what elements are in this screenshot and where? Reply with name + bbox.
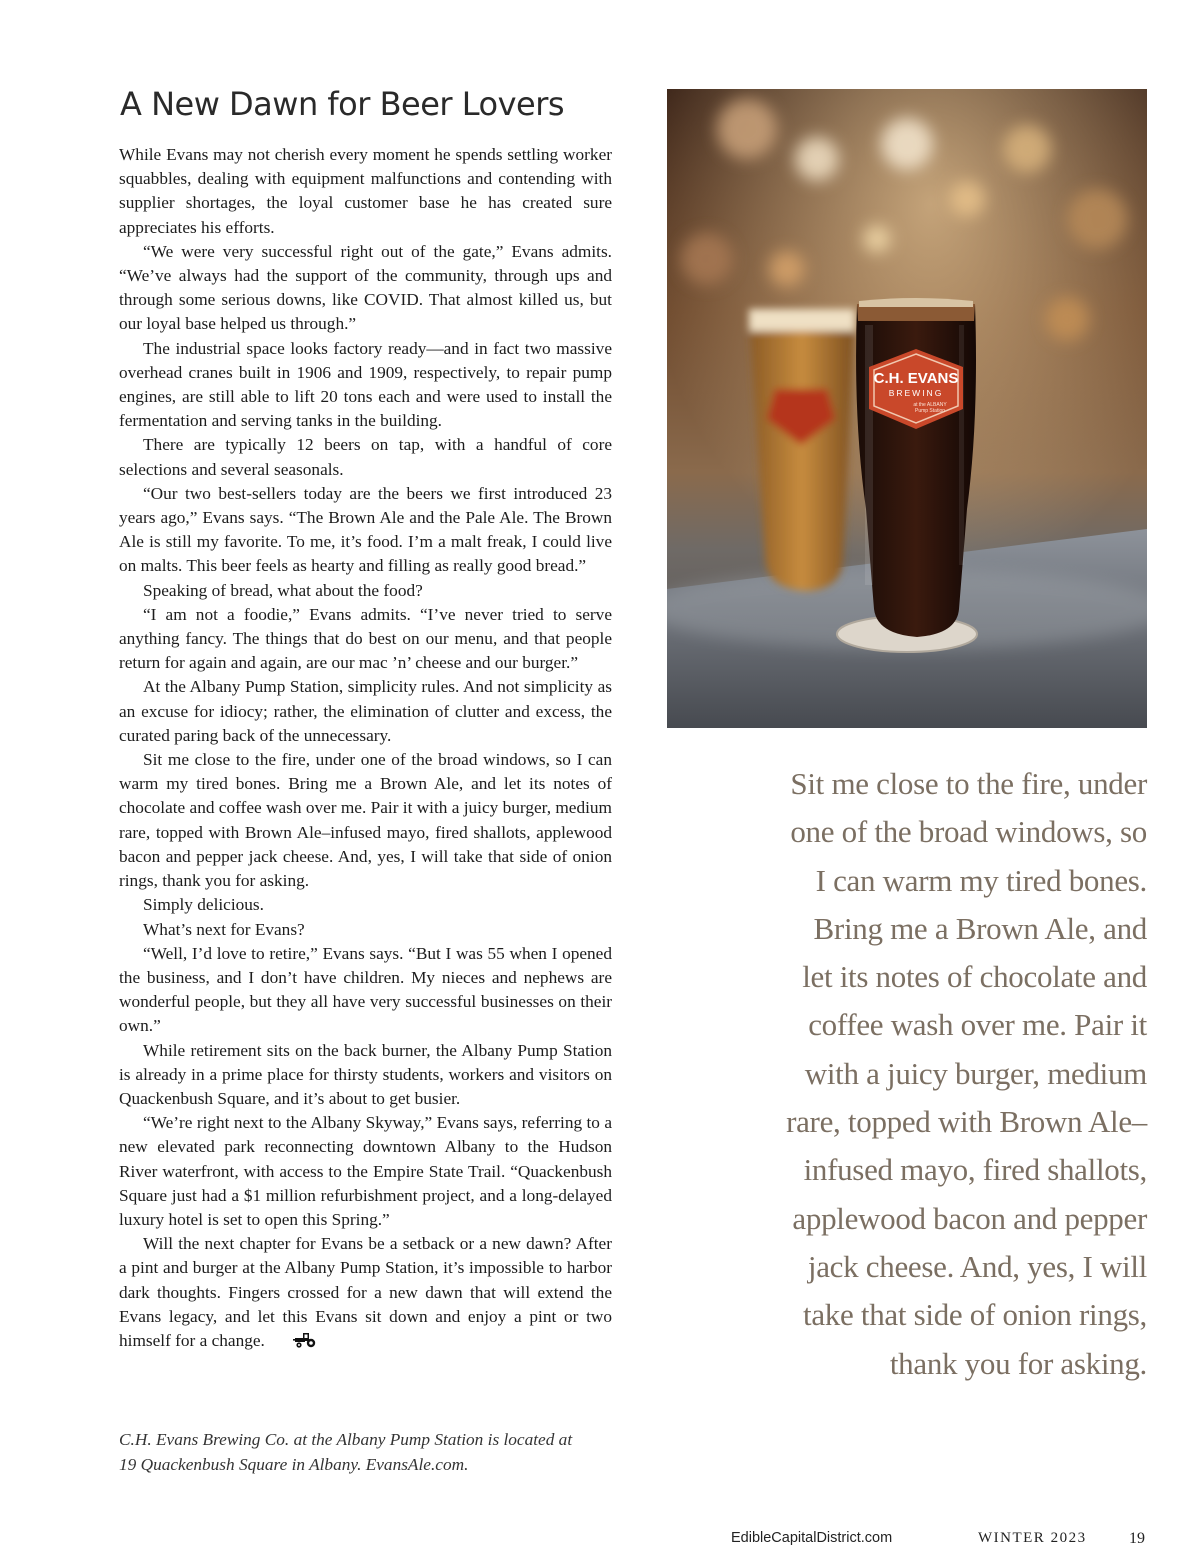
article-body: [119, 143, 612, 1355]
location-caption: [119, 1428, 619, 1477]
paragraph: While Evans may not cherish every moment he spends settling worker squabbles, dealing with equipment malfunctions and contending with supplier shortages, the loyal customer base he has created sure appreciates his efforts.: [119, 145, 612, 237]
article-title: A New Dawn for Beer Lovers: [120, 85, 565, 123]
paragraph: At the Albany Pump Station, simplicity rules. And not simplicity as an excuse for idiocy; rather, the elimination of clutter and excess, the curated paring back of the unnecessary.: [119, 677, 612, 745]
beer-glasses-photo: [667, 89, 1147, 728]
paragraph: What’s next for Evans?: [143, 919, 305, 939]
pull-quote: [760, 760, 1147, 1388]
glass-logo-sub2: Pump Station: [914, 408, 946, 414]
paragraph: “Our two best-sellers today are the beers we first introduced 23 years ago,” Evans says. “The Brown Ale and the Pale Ale. The Brown Ale is still my favorite. To me, it’s food. I’m a malt freak, I could live on malts. This beer feels as hearty and filling as really good bread.”: [119, 483, 612, 576]
paragraph: Sit me close to the fire, under one of the broad windows, so I can warm my tired bones. Bring me a Brown Ale, and let its notes of chocolate and coffee wash over me. Pair it with a juicy burger, medium rare, topped with Brown Ale–infused mayo, fired shallots, applewood bacon and pepper jack cheese. And, yes, I will take that side of onion rings, thank you for asking.: [119, 750, 612, 891]
paragraph: “Well, I’d love to retire,” Evans says. “But I was 55 when I opened the business, and I don’t have children. My nieces and nephews are wonderful people, but they all have very successful businesses on their own.”: [119, 943, 612, 1036]
pull-quote-line: I can warm my tired bones.: [815, 862, 1147, 898]
glass-logo-brand: C.H. EVANS: [873, 370, 959, 387]
paragraph: There are typically 12 beers on tap, with a handful of core selections and several seasonals.: [119, 435, 612, 479]
pull-quote-line: jack cheese. And, yes, I will: [807, 1248, 1147, 1284]
pull-quote-line: thank you for asking.: [889, 1345, 1147, 1381]
paragraph: The industrial space looks factory ready—and in fact two massive overhead cranes built in 1906 and 1909, respectively, to repair pump engines, are still able to lift 20 tons each and were used to install the fermentation and serving tanks in the building.: [119, 338, 612, 431]
paragraph: Simply delicious.: [143, 895, 264, 915]
paragraph-last-text: Will the next chapter for Evans be a setback or a new dawn? After a pint and burger at the Albany Pump Station, it’s impossible to harbor dark thoughts. Fingers crossed for a new dawn that will extend the Evans legacy, and let this Evans sit down and enjoy a pint or two himself for a change.: [119, 1234, 612, 1350]
pull-quote-line: Bring me a Brown Ale, and: [813, 910, 1147, 946]
pull-quote-line: coffee wash over me. Pair it: [808, 1007, 1147, 1043]
pull-quote-line: rare, topped with Brown Ale–: [786, 1104, 1147, 1140]
pull-quote-line: one of the broad windows, so: [790, 814, 1147, 850]
page-number: 19: [1129, 1530, 1145, 1547]
caption-line: C.H. Evans Brewing Co. at the Albany Pump Station is located at: [119, 1430, 573, 1449]
footer-issue: WINTER 2023: [978, 1530, 1087, 1546]
paragraph-last: [119, 1232, 612, 1355]
paragraph: “I am not a foodie,” Evans admits. “I’ve never tried to serve anything fancy. The things that do best on our menu, and that people return for again and again, are our mac ’n’ cheese and our burger.”: [119, 604, 612, 673]
pull-quote-line: take that side of onion rings,: [803, 1297, 1147, 1333]
caption-line: 19 Quackenbush Square in Albany. EvansAle.com.: [119, 1454, 469, 1474]
paragraph: “We’re right next to the Albany Skyway,” Evans says, referring to a new elevated park reconnecting downtown Albany to the Hudson River waterfront, with access to the Empire State Trail. “Quackenbush Square just had a $1 million refurbishment project, and a long-delayed luxury hotel is set to open this Spring.”: [119, 1113, 612, 1229]
pull-quote-line: applewood bacon and pepper: [792, 1200, 1147, 1236]
tractor-icon: [269, 1331, 317, 1355]
paragraph: While retirement sits on the back burner, the Albany Pump Station is already in a prime place for thirsty students, workers and visitors on Quackenbush Square, and it’s about to get busier.: [119, 1040, 612, 1108]
footer-website: EdibleCapitalDistrict.com: [731, 1530, 893, 1546]
glass-logo-sub1: at the ALBANY: [913, 402, 947, 408]
paragraph: “We were very successful right out of the gate,” Evans admits. “We’ve always had the support of the community, through ups and through some serious downs, like COVID. That almost killed us, but our loyal base helped us through.”: [119, 241, 612, 334]
pull-quote-line: infused mayo, fired shallots,: [803, 1152, 1147, 1188]
glass-logo-brewing: BREWING: [888, 388, 944, 398]
pull-quote-line: Sit me close to the fire, under: [790, 766, 1147, 801]
pull-quote-line: with a juicy burger, medium: [804, 1055, 1147, 1091]
pull-quote-line: let its notes of chocolate and: [802, 959, 1147, 995]
paragraph: Speaking of bread, what about the food?: [143, 580, 423, 600]
